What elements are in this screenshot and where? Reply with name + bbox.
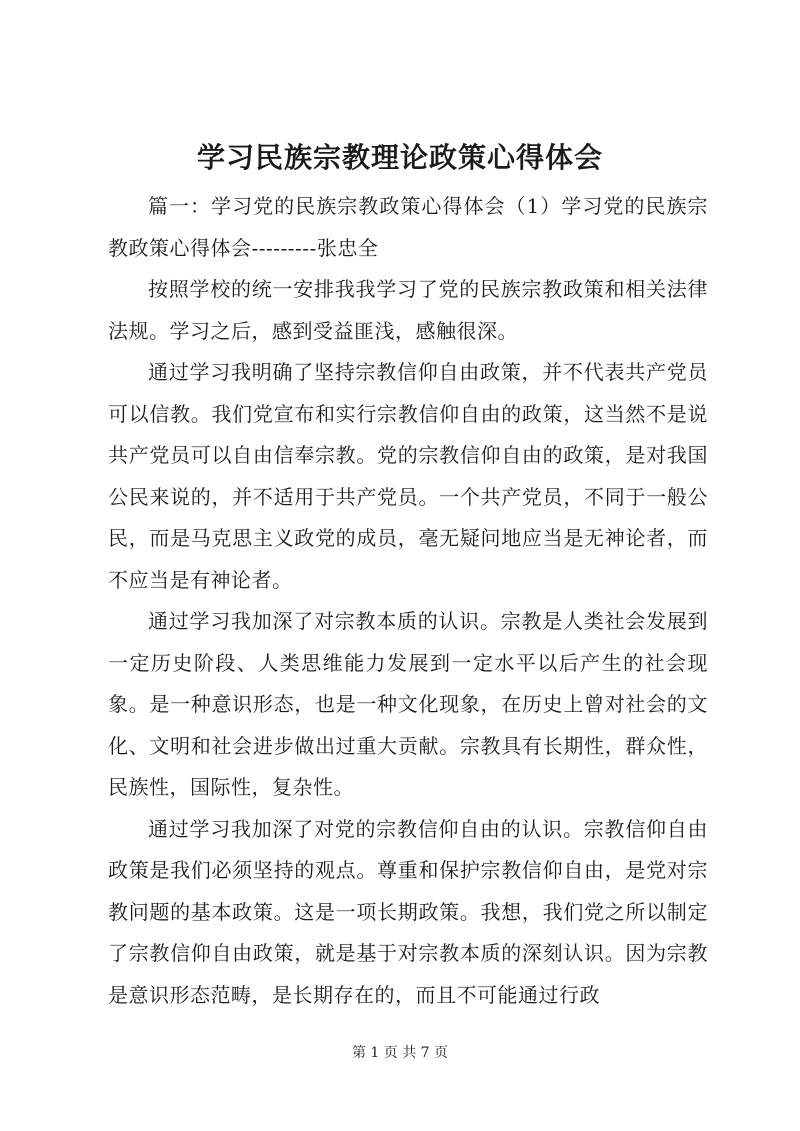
document-body	[108, 186, 708, 1016]
page-footer: 第 1 页 共 7 页	[351, 1045, 449, 1061]
paragraph-3: 通过学习我明确了坚持宗教信仰自由政策，并不代表共产党员可以信教。我们党宣布和实行宗教信仰自由的政策，这当然不是说共产党员可以自由信奉宗教。党的宗教信仰自由的政策，是对我国公民来说的，并不适用于共产党员。一个共产党员，不同于一般公民，而是马克思主义政党的成员，毫无疑问地应当是无神论者，而不应当是有神论者。	[108, 360, 708, 592]
paragraph-2: 按照学校的统一安排我我学习了党的民族宗教政策和相关法律法规。学习之后，感到受益匪浅，感触很深。	[108, 277, 708, 343]
paragraph-5: 通过学习我加深了对党的宗教信仰自由的认识。宗教信仰自由政策是我们必须坚持的观点。尊重和保护宗教信仰自由，是党对宗教问题的基本政策。这是一项长期政策。我想，我们党之所以制定了宗教信仰自由政策，就是基于对宗教本质的深刻认识。因为宗教是意识形态范畴，是长期存在的，而且不可能通过行政	[108, 816, 708, 1007]
document-title: 学习民族宗教理论政策心得体会	[196, 141, 603, 174]
paragraph-4: 通过学习我加深了对宗教本质的认识。宗教是人类社会发展到一定历史阶段、人类思维能力发展到一定水平以后产生的社会现象。是一种意识形态，也是一种文化现象，在历史上曾对社会的文化、文明和社会进步做出过重大贡献。宗教具有长期性，群众性，民族性，国际性，复杂性。	[108, 609, 708, 799]
paragraph-1: 篇一：学习党的民族宗教政策心得体会（1）学习党的民族宗教政策心得体会---------张忠全	[108, 194, 708, 260]
